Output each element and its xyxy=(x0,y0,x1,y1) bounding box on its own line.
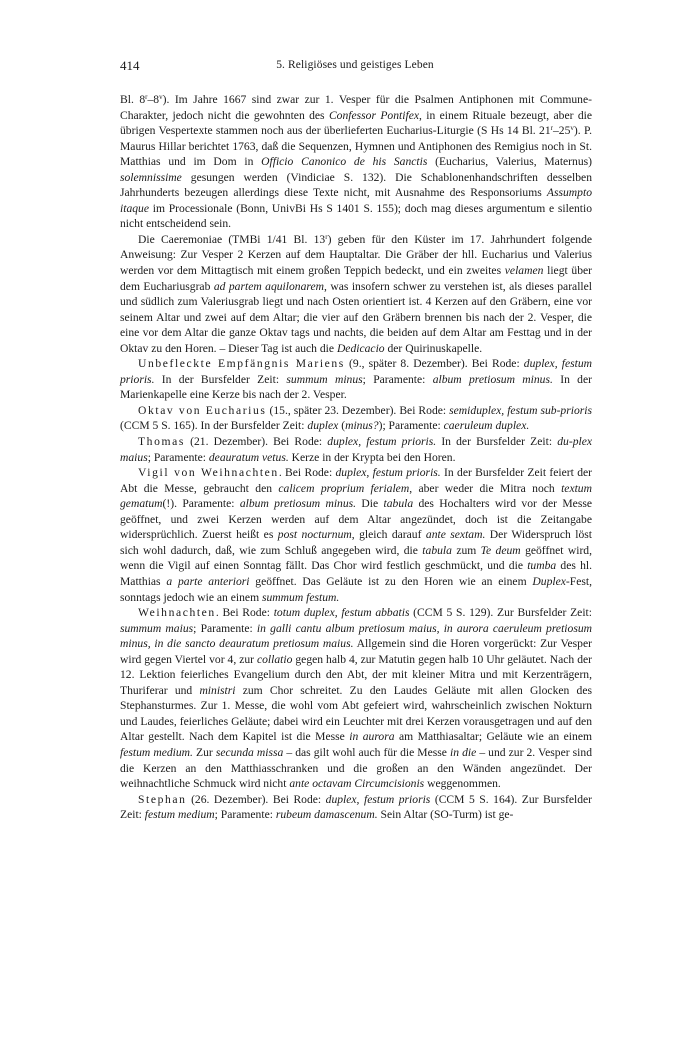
paragraph-caeremoniae: Die Caeremoniae (TMBi 1/41 Bl. 13$^r$) geben für den Küster im 17. Jahrhundert folgende Anweisung: Zur Vesper 2 Kerzen auf dem Hauptaltar. Die Gräber der hll. Eucharius und Valerius werden vor dem Mittagtisch mit einem großen Teppich bedeckt, und ein zweites velamen liegt über dem Euchariusgrab ad partem aquilonarem, was insofern schwer zu verstehen ist, als dieses parallel und südlich zum Valeriusgrab liegt und nach Osten orientiert ist. 4 Kerzen auf den Gräbern, eine vor seinem Altar und zwei auf dem Altar; die vier auf den Gräbern brennen bis nach der 2. Vesper, die eine vor dem Altar die ganze Oktav tags und nachts, die beiden auf dem Altar am Festtag und in der Oktav zu den Horen. – Dieser Tag ist auch die Dedicacio der Quirinuskapelle. xyxy=(120,232,593,355)
feast-name: Vigil von Weihnachten xyxy=(138,466,279,480)
page-header xyxy=(120,58,590,78)
body-text xyxy=(120,92,592,823)
feast-name: Unbefleckte Empfängnis Mariens xyxy=(138,357,345,371)
paragraph-immaculate-conception: Unbefleckte Empfängnis Mariens (9., später 8. Dezember). Bei Rode: duplex, festum prioris. In der Bursfelder Zeit: summum minus; Paramente: album pretiosum minus. In der Marienkapelle eine Kerze bis nach der 2. Vesper. xyxy=(120,357,592,402)
feast-name: Oktav von Eucharius xyxy=(138,403,267,417)
paragraph-octave-eucharius: Oktav von Eucharius (15., später 23. Dezember). Bei Rode: semiduplex, festum sub-prioris (CCM 5 S. 165). In der Bursfelder Zeit: duplex (minus?); Paramente: caeruleum duplex. xyxy=(120,403,593,433)
feast-name: Weihnachten xyxy=(138,606,216,620)
paragraph-christmas: Weihnachten. Bei Rode: totum duplex, festum abbatis (CCM 5 S. 129). Zur Bursfelder Zeit: summum maius; Paramente: in galli cantu album pretiosum maius, in aurora caeruleum pretiosum minus, in die sancto deauratum pretiosum maius. Allgemein sind die Horen vorgerückt: Zur Vesper wird gegen Viertel vor 4, zur collatio gegen halb 4, zur Matutin gegen halb 10 Uhr geläutet. Nach der 12. Lektion feierliches Evangelium durch den Abt, der mit kleiner Mitra und mit Kerzenträgern, Thuriferar und ministri zum Chor schreitet. Zu den Laudes Geläute mit allen Glocken des Stephansturmes. Zur 1. Messe, die wohl vom Abt gefeiert wird, wahrscheinlich zwischen Nokturn und Laudes, feierliches Geläute; dabei wird ein Leuchter mit drei Kerzen vorausgetragen und auf den Altar gestellt. Nach dem Kapitel ist die Messe in aurora am Matthiasaltar; Geläute wie an einem festum medium. Zur secunda missa – das gilt wohl auch für die Messe in die – und zur 2. Vesper sind die Kerzen an den Matthiasschranken und die großen an den Wänden angezündet. Der weihnachtliche Schmuck wird nicht ante octavam Circumcisionis weggenommen. xyxy=(120,606,592,791)
paragraph-thomas: Thomas (21. Dezember). Bei Rode: duplex, festum prioris. In der Bursfelder Zeit: du-plex maius; Paramente: deauratum vetus. Kerze in der Krypta bei den Horen. xyxy=(120,435,593,464)
feast-name: Stephan xyxy=(138,792,187,806)
page-number: 414 xyxy=(120,58,140,73)
feast-name: Thomas xyxy=(138,435,185,449)
paragraph-stephan: Stephan (26. Dezember). Bei Rode: duplex, festum prioris (CCM 5 S. 164). Zur Bursfelder Zeit: festum medium; Paramente: rubeum damascenum. Sein Altar (SO-Turm) ist ge- xyxy=(120,792,592,822)
paragraph-christmas-vigil: Vigil von Weihnachten. Bei Rode: duplex, festum prioris. In der Bursfelder Zeit feiert der Abt die Messe, gebraucht den calicem proprium ferialem, aber weder die Mitra noch textum gematum(!). Paramente: album pretiosum minus. Die tabula des Hochalters wird vor der Messe geöffnet, und zwei Kerzen werden auf dem Altar angezündet, doch ist die Zeitangabe widersprüchlich. Zuerst heißt es post nocturnum, gleich darauf ante sextam. Der Widerspruch löst sich wohl dadurch, daß, wie zum Schluß angegeben wird, die tabula zum Te deum geöffnet wird, wenn die Vigil auf einen Sonntag fällt. Das Chor wird festlich geschmückt, und die tumba des hl. Matthias a parte anteriori geöffnet. Das Geläute ist zu den Horen wie an einem Duplex-Fest, sonntags jedoch wie an einem summum festum. xyxy=(120,466,593,604)
paragraph-liturgy-continuation: Bl. 8$^r$–8$^v$). Im Jahre 1667 sind zwar zur 1. Vesper für die Psalmen Antiphonen mit Commune-Charakter, jedoch nicht die gewohnten des Confessor Pontifex, in einem Rituale bezeugt, aber die übrigen Vespertexte stammen noch aus der überlieferten Eucharius-Liturgie (S Hs 14 Bl. 21$^r$–25$^v$). P. Maurus Hillar berichtet 1763, daß die Sequenzen, Hymnen und Antiphonen des Remigius noch in St. Matthias und im Dom in Officio Canonico de his Sanctis (Eucharius, Valerius, Maternus) solemnissime gesungen werden (Vindiciae S. 132). Die Schablonenhandschriften desselben Jahrhunderts bezeugen allerdings diese Texte nicht, mit Ausnahme des Responsoriums Assumpto itaque im Processionale (Bonn, UnivBi Hs S 1401 S. 155); doch mag dieses argumentum e silentio nicht entscheidend sein. xyxy=(120,93,593,231)
running-head: 5. Religiöses und geistiges Leben xyxy=(276,59,434,71)
